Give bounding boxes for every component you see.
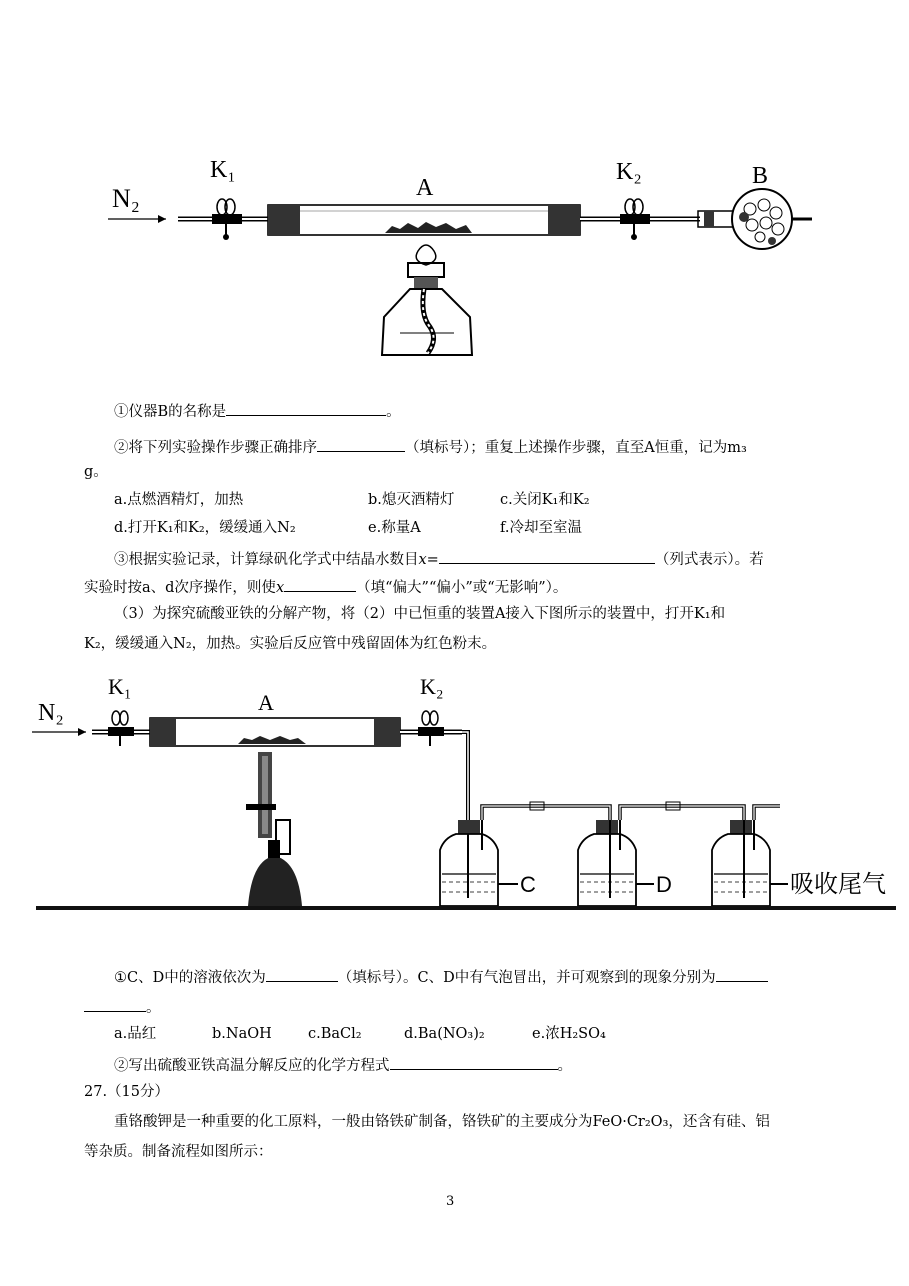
answer-blank[interactable] — [84, 996, 146, 1012]
apparatus-figure-1 — [100, 155, 820, 370]
q2-item3-cont2: （填“偏大”“偏小”或“无影响”）。 — [356, 580, 568, 596]
q2-item3 — [114, 548, 764, 570]
q27-para1: 重铬酸钾是一种重要的化工原料，一般由铬铁矿制备，铬铁矿的主要成分为FeO·Cr₂O₃，还含有硅、铝 — [114, 1114, 770, 1130]
q2-item1-text: ①仪器B的名称是 — [114, 404, 227, 420]
option-a: a.点燃酒精灯，加热 — [114, 492, 244, 508]
q27-para2: 等杂质。制备流程如图所示： — [84, 1144, 273, 1160]
option-b: b.熄灭酒精灯 — [368, 492, 455, 508]
option-a: a.品红 — [114, 1026, 157, 1042]
d-label: D — [656, 872, 672, 897]
q2-item2-mid: （填标号）；重复上述操作步骤，直至A恒重，记为m₃ — [405, 440, 747, 456]
q3b-item1-mid: （填标号）。C、D中有气泡冒出，并可观察到的现象分别为 — [337, 970, 716, 986]
option-c: c.BaCl₂ — [308, 1026, 362, 1042]
bench-line — [36, 906, 896, 910]
answer-blank[interactable] — [284, 576, 356, 592]
page-number: 3 — [446, 1194, 455, 1209]
q2-item2-text: ②将下列实验操作步骤正确排序 — [114, 440, 317, 456]
q27-title: 27.（15分） — [84, 1084, 170, 1100]
a-label: A — [258, 690, 274, 715]
answer-blank[interactable] — [390, 1054, 558, 1070]
n2-label: N₂ — [112, 184, 140, 213]
k1-label: K₁ — [108, 674, 132, 699]
q3b-item2-end: 。 — [557, 1058, 572, 1074]
q2-item2 — [114, 436, 747, 458]
wash-bottle-c — [440, 820, 498, 906]
q2-item3-cont — [84, 576, 567, 598]
tail-gas-label: 吸收尾气 — [790, 870, 886, 898]
apparatus-figure-2 — [30, 670, 900, 915]
q3b-item1-end: 。 — [146, 1000, 161, 1016]
q2-item1 — [114, 400, 401, 422]
q3b-item2 — [114, 1054, 572, 1076]
q3b-item1 — [114, 966, 768, 988]
k1-clamp — [212, 199, 242, 240]
tail-gas-bottle — [712, 820, 770, 906]
q2-item3-mid: （列式表示）。若 — [654, 552, 764, 568]
drying-tube-b — [732, 189, 792, 249]
option-e: e.称量A — [368, 520, 421, 536]
green-vitriol-sample — [385, 222, 472, 233]
k1-label: K₁ — [210, 157, 236, 183]
option-f: f.冷却至室温 — [500, 520, 582, 536]
b-label: B — [752, 163, 769, 189]
x-variable: x= — [418, 552, 439, 568]
k2-clamp — [620, 199, 650, 240]
alcohol-lamp — [382, 245, 472, 355]
wash-bottle-d — [578, 820, 636, 906]
answer-blank[interactable] — [439, 548, 655, 564]
q2-item2-cont: g。 — [84, 464, 108, 480]
q3b-item1-text: ①C、D中的溶液依次为 — [114, 970, 266, 986]
option-d: d.打开K₁和K₂，缓缓通入N₂ — [114, 520, 296, 536]
q3b-item1-cont — [84, 996, 161, 1018]
option-b: b.NaOH — [212, 1026, 272, 1042]
option-c: c.关闭K₁和K₂ — [500, 492, 590, 508]
lamp-with-stand — [246, 752, 302, 906]
k1-clamp — [108, 711, 134, 746]
q2-item3-text: ③根据实验记录，计算绿矾化学式中结晶水数目 — [114, 552, 419, 568]
a-label: A — [416, 175, 434, 201]
q2-item1-end: 。 — [386, 404, 401, 420]
k2-clamp — [418, 711, 444, 746]
n2-label: N₂ — [38, 700, 64, 726]
answer-blank[interactable] — [716, 966, 768, 982]
q3-para1: （3）为探究硫酸亚铁的分解产物，将（2）中已恒重的装置A接入下图所示的装置中，打开K₁和 — [114, 606, 726, 622]
q3-para2: K₂，缓缓通入N₂，加热。实验后反应管中残留固体为红色粉末。 — [84, 636, 497, 652]
residue-sample — [238, 736, 306, 744]
k2-label: K₂ — [616, 159, 642, 185]
answer-blank[interactable] — [226, 400, 386, 416]
option-d: d.Ba(NO₃)₂ — [404, 1026, 485, 1042]
answer-blank[interactable] — [317, 436, 405, 452]
option-e: e.浓H₂SO₄ — [532, 1026, 606, 1042]
q2-item3-cont1: 实验时按a、d次序操作，则使 — [84, 580, 276, 596]
answer-blank[interactable] — [266, 966, 338, 982]
c-label: C — [520, 872, 536, 897]
k2-label: K₂ — [420, 674, 444, 699]
x-variable: x — [275, 580, 285, 596]
q3b-item2-text: ②写出硫酸亚铁高温分解反应的化学方程式 — [114, 1058, 390, 1074]
